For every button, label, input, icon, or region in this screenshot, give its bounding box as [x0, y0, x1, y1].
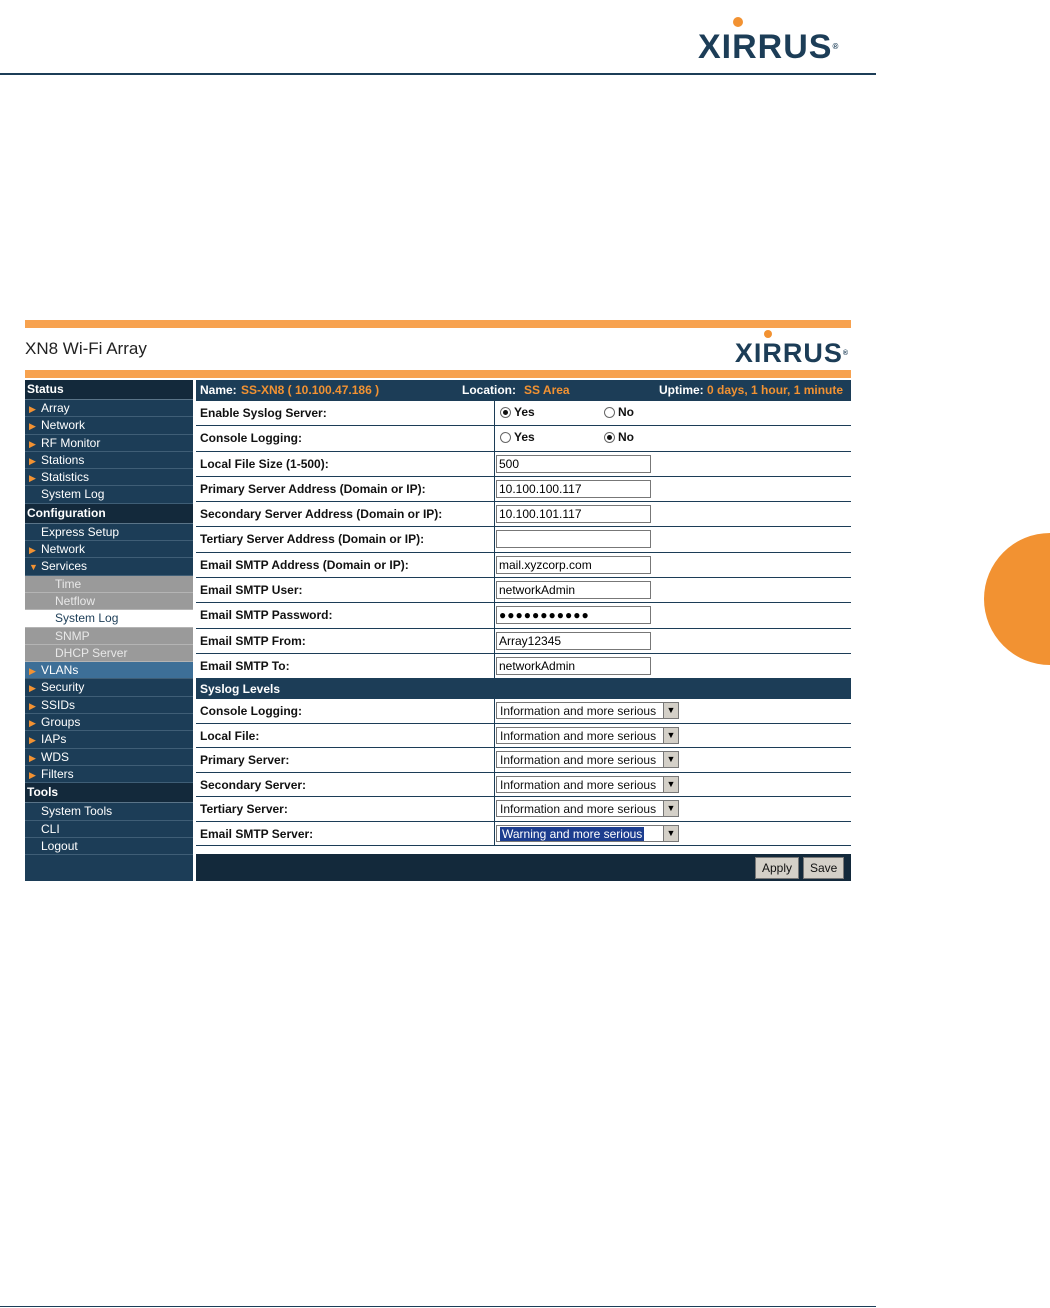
- location-value: SS Area: [524, 383, 570, 397]
- column-divider: [494, 822, 495, 846]
- sidebar-item-label: Filters: [41, 766, 74, 781]
- arrow-down-icon: ▼: [29, 562, 38, 573]
- column-divider: [494, 426, 495, 450]
- apply-button[interactable]: Apply: [755, 857, 799, 879]
- arrow-right-icon: ▶: [29, 769, 36, 780]
- sidebar-header-configuration: Configuration: [25, 504, 193, 524]
- sidebar-subitem-dhcp-server[interactable]: [25, 645, 193, 662]
- sidebar-item-config-network[interactable]: [25, 541, 193, 558]
- tertiary-server-row: [196, 527, 851, 552]
- name-label: Name:: [200, 383, 237, 397]
- select-value: Information and more serious: [500, 728, 657, 743]
- column-divider: [494, 553, 495, 577]
- arrow-right-icon: ▶: [29, 438, 36, 449]
- sidebar-item-label: Groups: [41, 715, 81, 730]
- dropdown-arrow-icon[interactable]: ▼: [663, 826, 678, 841]
- sidebar-item-label: DHCP Server: [55, 645, 128, 660]
- arrow-right-icon: ▶: [29, 545, 36, 556]
- column-divider: [494, 477, 495, 501]
- console-logging-label: Console Logging:: [200, 431, 302, 446]
- sidebar-item-services[interactable]: [25, 558, 193, 575]
- sidebar-item-label: SSIDs: [41, 697, 76, 712]
- local-file-size-label: Local File Size (1-500):: [200, 456, 329, 471]
- sidebar-subitem-system-log[interactable]: [25, 610, 193, 627]
- dropdown-arrow-icon[interactable]: ▼: [663, 728, 678, 743]
- save-button[interactable]: Save: [803, 857, 844, 879]
- level-label: Email SMTP Server:: [200, 826, 314, 841]
- window-title: XN8 Wi-Fi Array: [25, 339, 147, 358]
- email-smtp-user-label: Email SMTP User:: [200, 583, 303, 598]
- footer-rule: [0, 1306, 876, 1307]
- sidebar: [25, 380, 193, 881]
- sidebar-item-security[interactable]: [25, 679, 193, 696]
- console-logging-no-radio[interactable]: [604, 430, 634, 444]
- app-logo: [735, 340, 849, 367]
- level-label: Primary Server:: [200, 753, 290, 768]
- enable-syslog-no-radio[interactable]: [604, 405, 634, 419]
- sidebar-item-rf-monitor[interactable]: [25, 435, 193, 452]
- email-smtp-user-input[interactable]: [496, 581, 651, 599]
- sidebar-item-logout[interactable]: [25, 838, 193, 855]
- radio-checked-icon: [604, 432, 615, 443]
- level-row-primary-server: [196, 748, 851, 773]
- sidebar-item-iaps[interactable]: [25, 731, 193, 748]
- enable-syslog-yes-radio[interactable]: [500, 405, 535, 419]
- email-smtp-password-row: [196, 603, 851, 628]
- console-logging-yes-radio[interactable]: [500, 430, 535, 444]
- sidebar-item-label: CLI: [41, 821, 60, 836]
- email-smtp-to-label: Email SMTP To:: [200, 658, 290, 673]
- arrow-right-icon: ▶: [29, 718, 36, 729]
- level-row-tertiary-server: [196, 797, 851, 822]
- level-label: Console Logging:: [200, 704, 302, 719]
- sidebar-item-label: RF Monitor: [41, 435, 101, 450]
- sidebar-item-label: Network: [41, 542, 86, 557]
- sidebar-item-label: VLANs: [41, 663, 79, 678]
- app-logo-dot-icon: [764, 330, 772, 338]
- sidebar-item-label: Netflow: [55, 593, 96, 608]
- sidebar-item-label: Time: [55, 576, 82, 591]
- sidebar-item-label: IAPs: [41, 732, 67, 747]
- local-file-level-select[interactable]: [496, 727, 679, 744]
- sidebar-item-label: Stations: [41, 452, 85, 467]
- page-logo-mark: ®: [832, 42, 840, 51]
- column-divider: [494, 797, 495, 821]
- main-content: [196, 380, 851, 881]
- sidebar-header-status: Status: [25, 380, 193, 400]
- column-divider: [494, 603, 495, 627]
- arrow-right-icon: ▶: [29, 455, 36, 466]
- location-label: Location:: [462, 383, 516, 397]
- email-smtp-to-row: [196, 654, 851, 679]
- level-label: Tertiary Server:: [200, 802, 288, 817]
- sidebar-item-ssids[interactable]: [25, 697, 193, 714]
- sidebar-item-stations[interactable]: [25, 452, 193, 469]
- arrow-right-icon: ▶: [29, 683, 36, 694]
- under-orange-bar: [25, 370, 851, 378]
- page-logo-text: XIRRUS: [698, 28, 833, 66]
- secondary-server-input[interactable]: [496, 505, 651, 523]
- sidebar-item-label: Logout: [41, 838, 78, 853]
- sidebar-item-label: Network: [41, 418, 86, 433]
- level-label: Local File:: [200, 728, 260, 743]
- column-divider: [494, 401, 495, 425]
- column-divider: [494, 502, 495, 526]
- primary-server-row: [196, 477, 851, 502]
- app-window: [25, 320, 851, 881]
- app-logo-mark: ®: [842, 350, 849, 357]
- sidebar-item-label: Security: [41, 680, 85, 695]
- column-divider: [494, 654, 495, 678]
- email-smtp-user-row: [196, 578, 851, 603]
- sidebar-item-groups[interactable]: [25, 714, 193, 731]
- column-divider: [494, 773, 495, 797]
- arrow-right-icon: ▶: [29, 473, 36, 484]
- dropdown-arrow-icon[interactable]: ▼: [663, 703, 678, 718]
- local-file-size-input[interactable]: [496, 455, 651, 473]
- sidebar-subitem-time[interactable]: [25, 576, 193, 593]
- uptime-value: 0 days, 1 hour, 1 minute: [707, 383, 844, 397]
- sidebar-item-system-tools[interactable]: [25, 803, 193, 820]
- sidebar-item-system-log-status[interactable]: [25, 486, 193, 503]
- primary-server-level-select[interactable]: [496, 751, 679, 768]
- arrow-right-icon: ▶: [29, 735, 36, 746]
- logo-dot-icon: [733, 17, 743, 27]
- arrow-right-icon: ▶: [29, 700, 36, 711]
- sidebar-subitem-snmp[interactable]: [25, 628, 193, 645]
- tertiary-server-input[interactable]: [496, 530, 651, 548]
- dropdown-arrow-icon[interactable]: ▼: [663, 777, 678, 792]
- sidebar-item-label: Services: [41, 559, 88, 574]
- uptime-label: Uptime:: [659, 383, 704, 397]
- local-file-size-row: [196, 452, 851, 477]
- level-row-secondary-server: [196, 773, 851, 798]
- select-value: Warning and more serious: [502, 826, 643, 841]
- level-row-console-logging: [196, 699, 851, 724]
- syslog-levels-header: Syslog Levels: [196, 679, 851, 699]
- radio-unchecked-icon: [604, 407, 615, 418]
- sidebar-item-label: Statistics: [41, 470, 90, 485]
- radio-checked-icon: [500, 407, 511, 418]
- sidebar-item-label: System Tools: [41, 804, 113, 819]
- column-divider: [494, 699, 495, 723]
- sidebar-item-label: System Log: [41, 487, 105, 502]
- sidebar-item-label: SNMP: [55, 628, 90, 643]
- level-row-email-smtp-server: [196, 822, 851, 847]
- enable-syslog-row: [196, 401, 851, 426]
- email-smtp-password-label: Email SMTP Password:: [200, 608, 333, 623]
- email-smtp-to-input[interactable]: [496, 657, 651, 675]
- secondary-server-label: Secondary Server Address (Domain or IP):: [200, 507, 443, 522]
- sidebar-item-network[interactable]: [25, 417, 193, 434]
- level-label: Secondary Server:: [200, 777, 307, 792]
- secondary-server-row: [196, 502, 851, 527]
- arrow-right-icon: ▶: [29, 666, 36, 677]
- column-divider: [494, 748, 495, 772]
- sidebar-item-array[interactable]: [25, 400, 193, 417]
- sidebar-item-label: Array: [41, 401, 70, 415]
- select-value: Information and more serious: [500, 777, 657, 792]
- email-smtp-address-input[interactable]: [496, 556, 651, 574]
- arrow-right-icon: ▶: [29, 421, 36, 432]
- sidebar-item-express-setup[interactable]: [25, 524, 193, 541]
- tertiary-server-level-select[interactable]: [496, 800, 679, 817]
- enable-syslog-label: Enable Syslog Server:: [200, 406, 327, 420]
- chapter-tab: [984, 533, 1050, 665]
- sidebar-subitem-netflow[interactable]: [25, 593, 193, 610]
- sidebar-item-cli[interactable]: [25, 821, 193, 838]
- select-value: Information and more serious: [500, 753, 657, 768]
- column-divider: [494, 527, 495, 551]
- console-logging-level-select[interactable]: [496, 702, 679, 719]
- secondary-server-level-select[interactable]: [496, 776, 679, 793]
- arrow-right-icon: ▶: [29, 404, 36, 414]
- sidebar-item-label: System Log: [55, 611, 119, 626]
- top-orange-bar: [25, 320, 851, 328]
- sidebar-item-label: Express Setup: [41, 524, 120, 539]
- tertiary-server-label: Tertiary Server Address (Domain or IP):: [200, 532, 425, 547]
- header-rule: [0, 73, 876, 75]
- sidebar-item-vlans[interactable]: [25, 662, 193, 679]
- email-smtp-address-row: [196, 553, 851, 578]
- dropdown-arrow-icon[interactable]: ▼: [663, 801, 678, 816]
- name-value: SS-XN8 ( 10.100.47.186 ): [241, 383, 380, 397]
- console-logging-row: [196, 426, 851, 451]
- column-divider: [494, 724, 495, 748]
- dropdown-arrow-icon[interactable]: ▼: [663, 752, 678, 767]
- info-bar: [196, 380, 851, 401]
- radio-label: Yes: [514, 405, 535, 419]
- page-logo: [698, 30, 839, 64]
- column-divider: [494, 629, 495, 653]
- sidebar-item-label: WDS: [41, 749, 69, 764]
- arrow-right-icon: ▶: [29, 752, 36, 763]
- app-logo-text: XIRRUS: [734, 338, 843, 368]
- sidebar-item-filters[interactable]: [25, 766, 193, 783]
- primary-server-input[interactable]: [496, 480, 651, 498]
- primary-server-label: Primary Server Address (Domain or IP):: [200, 481, 426, 496]
- email-smtp-from-input[interactable]: [496, 632, 651, 650]
- button-bar: [196, 854, 851, 881]
- sidebar-item-wds[interactable]: [25, 749, 193, 766]
- email-smtp-password-input[interactable]: [496, 606, 651, 624]
- radio-label: No: [618, 405, 634, 419]
- email-smtp-from-label: Email SMTP From:: [200, 633, 306, 648]
- column-divider: [494, 452, 495, 476]
- email-smtp-address-label: Email SMTP Address (Domain or IP):: [200, 557, 409, 572]
- email-smtp-from-row: [196, 629, 851, 654]
- select-value: Information and more serious: [500, 802, 657, 817]
- column-divider: [494, 578, 495, 602]
- email-smtp-server-level-select[interactable]: [496, 825, 679, 842]
- sidebar-item-statistics[interactable]: [25, 469, 193, 486]
- select-value: Information and more serious: [500, 704, 657, 719]
- level-row-local-file: [196, 724, 851, 749]
- radio-label: No: [618, 430, 634, 445]
- radio-label: Yes: [514, 430, 535, 445]
- sidebar-header-tools: Tools: [25, 783, 193, 803]
- radio-unchecked-icon: [500, 432, 511, 443]
